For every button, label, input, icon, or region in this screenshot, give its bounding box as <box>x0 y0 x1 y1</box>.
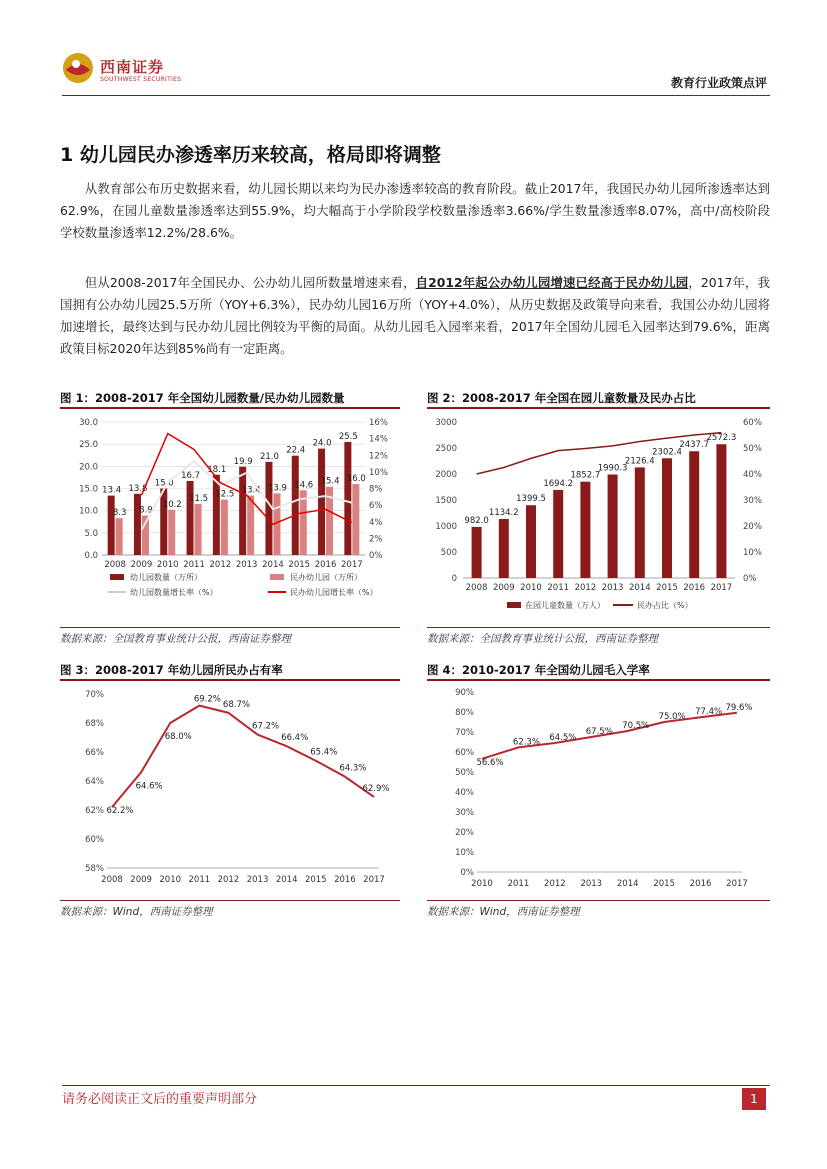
x-tick-label: 2008 <box>101 875 123 885</box>
y-tick-label: 70% <box>85 690 104 700</box>
data-label: 56.6% <box>476 757 504 768</box>
legend-label: 幼儿园数量（万所） <box>130 573 202 582</box>
figure-2-bottom-rule <box>427 627 770 628</box>
figure-3-bottom-rule <box>60 900 400 901</box>
bar-total <box>134 494 141 555</box>
bar-children <box>635 467 645 578</box>
y-tick-label: 1000 <box>435 522 457 532</box>
x-tick-label: 2015 <box>656 583 678 593</box>
x-tick-label: 2015 <box>288 560 311 570</box>
data-label: 75.0% <box>658 712 686 722</box>
figure-4-source: 数据来源：Wind，西南证券整理 <box>427 906 580 918</box>
y-tick-label: 10% <box>455 848 474 858</box>
doc-type-label: 教育行业政策点评 <box>670 76 767 90</box>
bar-total <box>318 449 325 555</box>
x-tick-label: 2010 <box>471 879 493 889</box>
bar-private-label: 14.6 <box>294 480 314 491</box>
x-tick-label: 2014 <box>628 583 651 593</box>
legend-label: 民办占比（%） <box>637 601 693 610</box>
x-tick-label: 2011 <box>183 560 205 570</box>
y2-tick-label: 0% <box>369 551 383 561</box>
y2-tick-label: 10% <box>369 467 388 478</box>
bar-private <box>116 518 123 555</box>
bar-label: 1694.2 <box>543 478 574 489</box>
data-label: 67.2% <box>252 721 280 732</box>
paragraph-2-text-a: 但从2008-2017年全国民办、公办幼儿园所数量增速来看， <box>84 275 416 290</box>
x-tick-label: 2017 <box>710 583 733 593</box>
x-tick-label: 2012 <box>209 560 232 570</box>
y-tick-label: 10.0 <box>79 506 98 517</box>
x-tick-label: 2013 <box>601 583 624 593</box>
data-label: 64.6% <box>135 781 163 792</box>
legend-swatch <box>270 574 284 580</box>
bar-label: 2572.3 <box>706 433 737 444</box>
bar-private <box>168 510 175 555</box>
bar-total-label: 22.4 <box>286 445 306 456</box>
y-tick-label: 62% <box>85 806 104 816</box>
y2-tick-label: 0% <box>743 574 757 584</box>
bar-private-label: 8.9 <box>139 505 153 516</box>
y-tick-label: 1500 <box>435 496 457 506</box>
bar-total-label: 13.8 <box>128 483 148 494</box>
legend-label: 民办幼儿园（万所） <box>290 573 362 582</box>
x-tick-label: 2013 <box>580 879 603 889</box>
bar-total <box>344 442 351 555</box>
bar-total-label: 16.7 <box>181 470 201 481</box>
y2-tick-label: 14% <box>369 434 388 445</box>
data-label: 62.9% <box>362 783 390 794</box>
bar-label: 982.0 <box>464 515 489 526</box>
y-tick-label: 50% <box>455 768 474 778</box>
x-tick-label: 2011 <box>507 879 530 889</box>
bar-total-label: 25.5 <box>338 431 358 442</box>
bar-children <box>553 490 563 578</box>
bar-total <box>213 475 220 555</box>
x-tick-label: 2012 <box>574 583 597 593</box>
y2-tick-label: 2% <box>369 534 383 545</box>
x-tick-label: 2010 <box>520 583 542 593</box>
figure-4-top-rule <box>427 679 770 681</box>
y-tick-label: 70% <box>455 728 474 738</box>
figure-4-chart <box>427 682 770 897</box>
paragraph-2 <box>60 272 770 360</box>
x-tick-label: 2016 <box>334 875 356 885</box>
x-tick-label: 2012 <box>544 879 566 889</box>
bar-private <box>195 504 202 555</box>
x-tick-label: 2013 <box>235 560 258 570</box>
y-tick-label: 2000 <box>435 470 457 480</box>
footer-disclaimer: 请务必阅读正文后的重要声明部分 <box>62 1092 258 1107</box>
y2-tick-label: 6% <box>369 501 383 512</box>
figure-1-bottom-rule <box>60 627 400 628</box>
x-tick-label: 2009 <box>130 560 153 570</box>
x-tick-label: 2010 <box>159 875 182 885</box>
y-tick-label: 20.0 <box>79 462 98 473</box>
data-label: 68.0% <box>164 732 192 742</box>
y-tick-label: 80% <box>455 708 474 718</box>
paragraph-2-highlight: 自2012年起公办幼儿园增速已经高于民办幼儿园 <box>415 275 689 290</box>
y-tick-label: 0% <box>460 868 474 878</box>
figure-1-title: 图 1：2008-2017 年全国幼儿园数量/民办幼儿园数量 <box>60 391 345 405</box>
y-tick-label: 40% <box>455 788 474 798</box>
y2-tick-label: 16% <box>369 418 388 428</box>
logo-emblem-icon <box>60 50 96 86</box>
bar-label: 1852.7 <box>570 470 601 481</box>
figure-3-top-rule <box>60 679 400 681</box>
y2-tick-label: 40% <box>743 470 762 480</box>
y-tick-label: 58% <box>85 864 104 874</box>
bar-children <box>580 482 590 578</box>
figure-4-bottom-rule <box>427 900 770 901</box>
footer-divider <box>62 1085 770 1086</box>
bar-total <box>108 496 115 555</box>
figure-2-chart <box>427 410 770 625</box>
y-tick-label: 90% <box>455 688 474 698</box>
bar-label: 1399.5 <box>516 494 546 505</box>
y-tick-label: 15.0 <box>79 484 98 495</box>
x-tick-label: 2009 <box>130 875 152 885</box>
bar-private-label: 16.0 <box>346 474 366 485</box>
figure-2-source: 数据来源：全国教育事业统计公报，西南证券整理 <box>427 633 658 645</box>
bar-private-label: 10.2 <box>162 499 182 510</box>
figure-1-source: 数据来源：全国教育事业统计公报，西南证券整理 <box>60 633 291 645</box>
data-label: 62.2% <box>106 806 134 817</box>
bar-private-label: 12.5 <box>215 489 235 500</box>
bar-total <box>239 467 246 555</box>
x-tick-label: 2012 <box>217 875 240 885</box>
bar-children <box>689 451 699 578</box>
data-label: 62.3% <box>512 737 540 748</box>
bar-label: 2437.7 <box>679 440 710 451</box>
bar-label: 1134.2 <box>488 508 519 519</box>
y2-tick-label: 30% <box>743 496 762 506</box>
data-label: 68.7% <box>222 699 250 710</box>
bar-total-label: 18.1 <box>207 464 227 475</box>
data-label: 65.4% <box>310 747 338 758</box>
bar-private <box>221 500 228 555</box>
figure-4-title: 图 4：2010-2017 年全国幼儿园毛入学率 <box>427 663 650 677</box>
bar-children <box>499 519 509 578</box>
y-tick-label: 0 <box>451 574 457 584</box>
paragraph-1-text: 从教育部公布历史数据来看，幼儿园长期以来均为民办渗透率较高的教育阶段。截止2017年，我国民办幼儿园所渗透率达到62.9%，在园儿童数量渗透率达到55.9%，均大幅高于小学阶段学校数量渗透率3.66%/学生数量渗透率8.07%，高中/高校阶段学校数量渗透率12.2%/28.6%。 <box>60 181 770 240</box>
bar-label: 1990.3 <box>597 463 628 474</box>
x-tick-label: 2016 <box>314 560 337 570</box>
x-tick-label: 2014 <box>616 879 639 889</box>
x-tick-label: 2009 <box>492 583 515 593</box>
data-label: 79.6% <box>725 702 753 713</box>
bar-private-label: 13.4 <box>241 485 261 496</box>
y-tick-label: 0.0 <box>84 551 98 561</box>
y-tick-label: 3000 <box>435 418 457 428</box>
legend-label: 在园儿童数量（万人） <box>525 601 605 610</box>
bar-children <box>716 444 726 578</box>
legend-swatch <box>110 574 124 580</box>
figure-2-title: 图 2：2008-2017 年全国在园儿童数量及民办占比 <box>427 391 696 405</box>
legend-label: 民办幼儿园增长率（%） <box>290 588 378 597</box>
x-tick-label: 2008 <box>104 560 126 570</box>
paragraph-1 <box>60 178 770 244</box>
logo-text-en: SOUTHWEST SECURITIES <box>100 76 182 83</box>
x-tick-label: 2017 <box>363 875 385 885</box>
y2-tick-label: 20% <box>743 522 762 532</box>
data-label: 64.3% <box>339 763 367 774</box>
x-tick-label: 2010 <box>156 560 179 570</box>
y-tick-label: 2500 <box>435 444 457 454</box>
bar-children <box>662 458 672 578</box>
data-label: 77.4% <box>695 707 723 718</box>
figure-3-source: 数据来源：Wind，西南证券整理 <box>60 906 213 918</box>
y-tick-label: 30.0 <box>79 418 98 428</box>
y2-tick-label: 8% <box>369 484 383 495</box>
bar-label: 2126.4 <box>624 456 655 467</box>
paragraph-2-text-b: ，2017年，我国拥有公办幼儿园25.5万所（YOY+6.3%），民办幼儿园16万所（YOY+4.0%），从历史数据及政策导向来看，我国公办幼儿园将加速增长，最终达到与民办幼儿园比例较为平衡的局面。从幼儿园毛入园率来看，2017年全国幼儿园毛入园率达到79.6%，距离政策目标2020年达到85%尚有一定距离。 <box>60 275 770 356</box>
x-tick-label: 2011 <box>547 583 570 593</box>
figure-3-title: 图 3：2008-2017 年幼儿园所民办占有率 <box>60 663 283 677</box>
y-tick-label: 30% <box>455 808 474 818</box>
figure-3-chart <box>60 682 400 897</box>
y-tick-label: 25.0 <box>79 440 98 451</box>
data-label: 67.5% <box>585 727 613 737</box>
bar-label: 2302.4 <box>652 447 682 458</box>
bar-total <box>160 489 167 556</box>
x-tick-label: 2008 <box>465 583 488 593</box>
y2-tick-label: 60% <box>743 418 762 428</box>
legend-label: 幼儿园数量增长率（%） <box>130 588 218 597</box>
data-label: 64.5% <box>549 733 577 743</box>
bar-total <box>292 456 299 555</box>
bar-total-label: 24.0 <box>312 438 332 449</box>
y2-tick-label: 12% <box>369 451 388 462</box>
y-tick-label: 60% <box>455 748 474 758</box>
section-title: 1 幼儿园民办渗透率历来较高，格局即将调整 <box>60 144 441 166</box>
bar-total-label: 19.9 <box>233 456 253 467</box>
y-tick-label: 66% <box>85 748 104 758</box>
y-tick-label: 68% <box>85 719 104 729</box>
x-tick-label: 2016 <box>683 583 706 593</box>
x-tick-label: 2015 <box>653 879 675 889</box>
x-tick-label: 2015 <box>304 875 327 885</box>
bar-private <box>247 496 254 555</box>
x-tick-label: 2014 <box>275 875 298 885</box>
y-tick-label: 500 <box>440 548 457 558</box>
y2-tick-label: 50% <box>743 444 762 454</box>
logo-text-cn: 西南证券 <box>100 58 165 76</box>
y-tick-label: 64% <box>85 777 104 787</box>
bar-children <box>472 527 482 578</box>
x-tick-label: 2011 <box>188 875 211 885</box>
bar-private-label: 13.9 <box>267 483 287 494</box>
bar-private-label: 15.4 <box>320 476 340 487</box>
data-label: 69.2% <box>193 694 221 705</box>
figure-1-chart <box>60 410 400 625</box>
bar-total-label: 13.4 <box>102 485 122 496</box>
data-label: 66.4% <box>281 733 309 744</box>
x-tick-label: 2016 <box>689 879 712 889</box>
bar-total <box>187 481 194 555</box>
x-tick-label: 2013 <box>246 875 269 885</box>
figure-1-top-rule <box>60 407 400 409</box>
x-tick-label: 2017 <box>726 879 748 889</box>
y-tick-label: 5.0 <box>84 528 98 539</box>
header-divider <box>62 95 770 96</box>
bar-private-label: 8.3 <box>112 508 127 519</box>
bar-total-label: 15.0 <box>154 478 174 489</box>
bar-children <box>608 475 618 578</box>
page-number: 1 <box>742 1088 766 1110</box>
bar-private <box>352 484 359 555</box>
data-label: 70.5% <box>622 721 650 731</box>
y-tick-label: 60% <box>85 835 104 845</box>
y-tick-label: 20% <box>455 828 474 838</box>
y2-tick-label: 4% <box>369 517 383 528</box>
legend-swatch <box>507 602 521 608</box>
bar-children <box>526 505 536 578</box>
bar-private-label: 11.5 <box>189 494 209 505</box>
x-tick-label: 2017 <box>341 560 363 570</box>
figure-2-top-rule <box>427 407 770 409</box>
bar-total-label: 21.0 <box>259 451 279 462</box>
x-tick-label: 2014 <box>262 560 284 570</box>
y2-tick-label: 10% <box>743 548 762 558</box>
